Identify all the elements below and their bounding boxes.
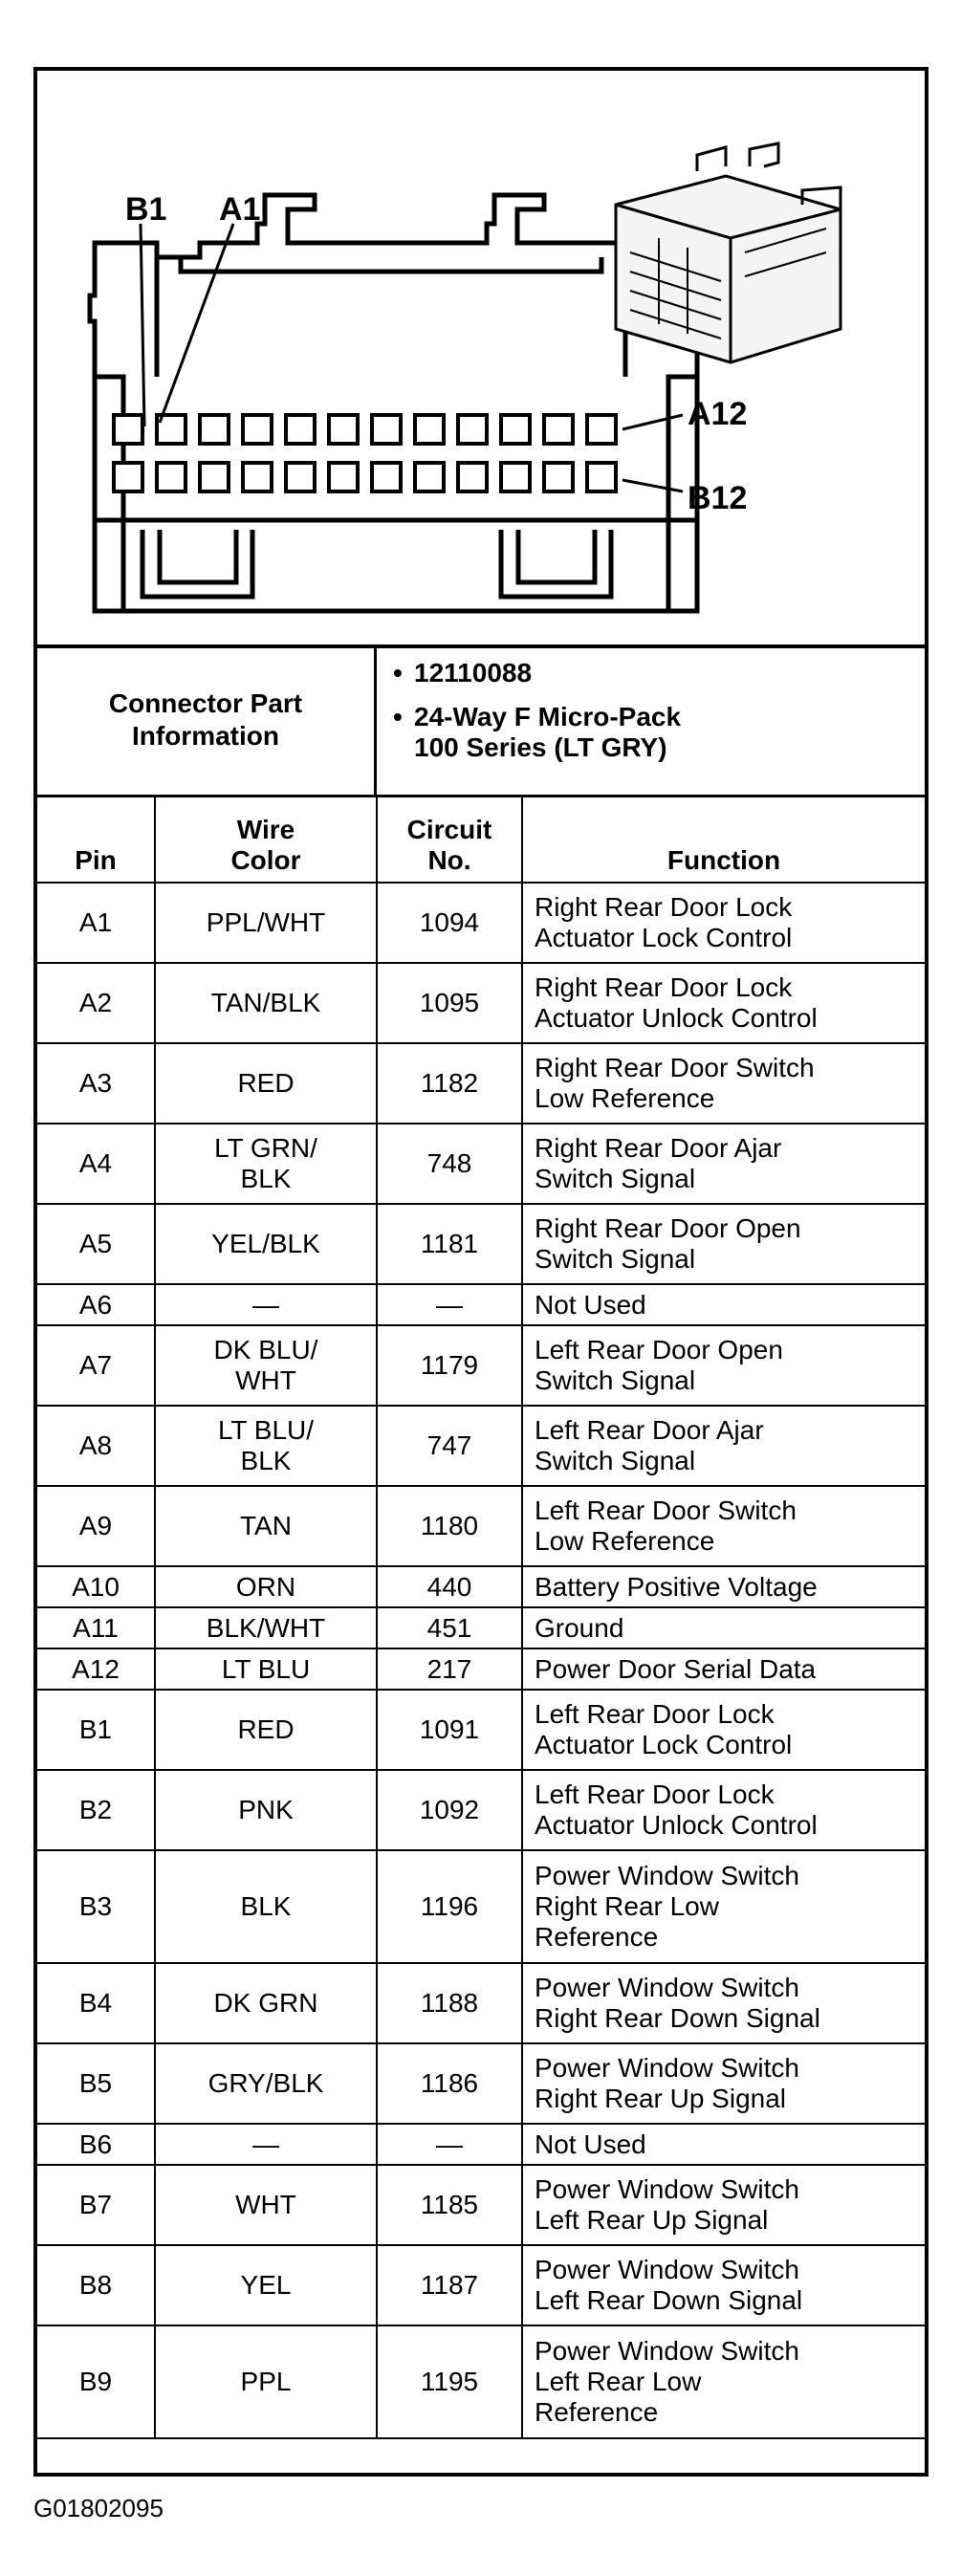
function-cell: Power Door Serial Data (522, 1648, 925, 1690)
circuit-cell: 1095 (377, 963, 522, 1043)
table-row (37, 1566, 925, 1607)
wire-color-cell: LT GRN/ BLK (155, 1124, 377, 1204)
connector-description-line2: 100 Series (LT GRY) (414, 732, 667, 762)
pin-cell: A4 (37, 1124, 155, 1204)
pin-cavity (544, 463, 573, 491)
function-cell: Power Window Switch Left Rear Up Signal (522, 2165, 925, 2245)
table-row (37, 2325, 925, 2438)
pin-label-a1: A1 (219, 191, 261, 228)
circuit-cell: 1091 (377, 1690, 522, 1770)
wire-color-cell: BLK (155, 1850, 377, 1963)
pin-cavity (157, 463, 186, 491)
connector-info-values (393, 658, 909, 776)
pin-cell: B3 (37, 1850, 155, 1963)
wire-color-cell: ORN (155, 1566, 377, 1607)
pin-cell: B7 (37, 2165, 155, 2245)
pin-cell: A11 (37, 1607, 155, 1648)
circuit-cell: — (377, 2124, 522, 2165)
wire-color-cell: PPL (155, 2325, 377, 2438)
table-row (37, 2124, 925, 2165)
function-cell: Power Window Switch Right Rear Down Signal (522, 1963, 925, 2043)
pin-cavity (458, 463, 487, 491)
pin-cavity (587, 463, 616, 491)
circuit-cell: 1092 (377, 1770, 522, 1850)
pin-cell: B5 (37, 2043, 155, 2124)
function-cell: Left Rear Door Open Switch Signal (522, 1325, 925, 1406)
table-row (37, 1043, 925, 1124)
function-cell: Right Rear Door Lock Actuator Unlock Control (522, 963, 925, 1043)
circuit-cell: 1180 (377, 1486, 522, 1566)
pin-cell: B1 (37, 1690, 155, 1770)
function-cell: Right Rear Door Ajar Switch Signal (522, 1124, 925, 1204)
wire-color-cell: PNK (155, 1770, 377, 1850)
table-row (37, 1284, 925, 1325)
circuit-cell: 1188 (377, 1963, 522, 2043)
wire-color-cell: DK BLU/ WHT (155, 1325, 377, 1406)
table-row (37, 1204, 925, 1284)
pinout-table-header (37, 795, 925, 883)
circuit-cell: 748 (377, 1124, 522, 1204)
table-row (37, 1963, 925, 2043)
pin-cell: B8 (37, 2245, 155, 2325)
pin-cavity (415, 415, 444, 444)
table-row (37, 2165, 925, 2245)
pin-cavity (372, 415, 401, 444)
table-row (37, 2245, 925, 2325)
table-row (37, 1325, 925, 1406)
table-row (37, 1770, 925, 1850)
circuit-cell: 747 (377, 1406, 522, 1486)
wire-color-cell: LT BLU/ BLK (155, 1406, 377, 1486)
pin-cavity (243, 463, 272, 491)
circuit-cell: 217 (377, 1648, 522, 1690)
wire-color-cell: GRY/BLK (155, 2043, 377, 2124)
function-cell: Power Window Switch Left Rear Low Reference (522, 2325, 925, 2438)
connector-info-label-line1: Connector Part (108, 688, 303, 718)
pin-cavity (200, 415, 229, 444)
function-cell: Right Rear Door Switch Low Reference (522, 1043, 925, 1124)
function-cell: Left Rear Door Lock Actuator Unlock Control (522, 1770, 925, 1850)
function-cell: Right Rear Door Lock Actuator Lock Control (522, 883, 925, 963)
wire-color-cell: DK GRN (155, 1963, 377, 2043)
circuit-cell: 451 (377, 1607, 522, 1648)
circuit-cell: 1196 (377, 1850, 522, 1963)
table-row (37, 1406, 925, 1486)
table-row (37, 1124, 925, 1204)
wire-color-cell: TAN (155, 1486, 377, 1566)
pin-cell: A2 (37, 963, 155, 1043)
wire-color-cell: RED (155, 1690, 377, 1770)
wire-color-cell: YEL/BLK (155, 1204, 377, 1284)
pin-cavity (200, 463, 229, 491)
function-cell: Ground (522, 1607, 925, 1648)
pin-cavity (329, 415, 358, 444)
circuit-cell: 1181 (377, 1204, 522, 1284)
connector-info-label (37, 644, 377, 795)
pin-cavity (329, 463, 358, 491)
connector-part-info (37, 644, 925, 797)
function-cell: Power Window Switch Left Rear Down Signal (522, 2245, 925, 2325)
pin-cavity (501, 415, 530, 444)
table-row (37, 883, 925, 963)
pin-cell: A8 (37, 1406, 155, 1486)
header-wire-color: Wire Color (155, 795, 377, 883)
circuit-cell: 1179 (377, 1325, 522, 1406)
part-number: 12110088 (414, 658, 533, 688)
table-row (37, 2043, 925, 2124)
function-cell: Not Used (522, 2124, 925, 2165)
wire-color-cell: YEL (155, 2245, 377, 2325)
wire-color-cell: WHT (155, 2165, 377, 2245)
pin-cavity (587, 415, 616, 444)
function-cell: Left Rear Door Ajar Switch Signal (522, 1406, 925, 1486)
pin-cavity (544, 415, 573, 444)
function-cell: Power Window Switch Right Rear Up Signal (522, 2043, 925, 2124)
circuit-cell: 1185 (377, 2165, 522, 2245)
connector-diagram-panel (37, 71, 925, 648)
connector-isometric-icon (616, 143, 841, 362)
connector-info-label-line2: Information (132, 720, 279, 751)
circuit-cell: 1187 (377, 2245, 522, 2325)
function-cell: Left Rear Door Lock Actuator Lock Control (522, 1690, 925, 1770)
circuit-cell: — (377, 1284, 522, 1325)
table-row (37, 1607, 925, 1648)
pin-cavity (458, 415, 487, 444)
pin-label-b1: B1 (125, 191, 167, 228)
function-cell: Battery Positive Voltage (522, 1566, 925, 1607)
table-row (37, 1850, 925, 1963)
pin-cell: A6 (37, 1284, 155, 1325)
function-cell: Left Rear Door Switch Low Reference (522, 1486, 925, 1566)
connector-description-line1: 24-Way F Micro-Pack (414, 702, 682, 731)
pin-cavity (501, 463, 530, 491)
wire-color-cell: — (155, 1284, 377, 1325)
wire-color-cell: TAN/BLK (155, 963, 377, 1043)
circuit-cell: 440 (377, 1566, 522, 1607)
pin-cell: B4 (37, 1963, 155, 2043)
wire-color-cell: PPL/WHT (155, 883, 377, 963)
wire-color-cell: RED (155, 1043, 377, 1124)
figure-id: G01802095 (33, 2494, 164, 2522)
table-row (37, 963, 925, 1043)
circuit-cell: 1094 (377, 883, 522, 963)
function-cell: Right Rear Door Open Switch Signal (522, 1204, 925, 1284)
pin-cell: B6 (37, 2124, 155, 2165)
pin-cavity (114, 415, 142, 444)
wire-color-cell: — (155, 2124, 377, 2165)
table-row (37, 1690, 925, 1770)
pin-cell: B2 (37, 1770, 155, 1850)
circuit-cell: 1182 (377, 1043, 522, 1124)
pin-cell: A9 (37, 1486, 155, 1566)
pinout-table (37, 795, 925, 2439)
pin-cell: A5 (37, 1204, 155, 1284)
pin-cavity (415, 463, 444, 491)
circuit-cell: 1195 (377, 2325, 522, 2438)
header-function: Function (522, 795, 925, 883)
header-pin: Pin (37, 795, 155, 883)
connector-sheet (33, 67, 928, 2477)
pin-label-a12: A12 (688, 396, 748, 432)
bullet-icon: • (393, 658, 403, 688)
pin-cavity (286, 463, 315, 491)
connector-face-diagram (37, 71, 925, 644)
function-cell: Not Used (522, 1284, 925, 1325)
pin-label-b12: B12 (688, 480, 748, 516)
pin-cell: A3 (37, 1043, 155, 1124)
table-row (37, 1648, 925, 1690)
table-row (37, 1486, 925, 1566)
bullet-icon: • (393, 702, 403, 731)
pin-cavity (114, 463, 142, 491)
header-circuit-no: Circuit No. (377, 795, 522, 883)
pin-cell: B9 (37, 2325, 155, 2438)
pin-cell: A10 (37, 1566, 155, 1607)
pin-cell: A12 (37, 1648, 155, 1690)
wire-color-cell: BLK/WHT (155, 1607, 377, 1648)
function-cell: Power Window Switch Right Rear Low Reference (522, 1850, 925, 1963)
pin-cavity (372, 463, 401, 491)
pin-cavity (286, 415, 315, 444)
wire-color-cell: LT BLU (155, 1648, 377, 1690)
pin-cell: A1 (37, 883, 155, 963)
pin-cavity (243, 415, 272, 444)
circuit-cell: 1186 (377, 2043, 522, 2124)
pin-cell: A7 (37, 1325, 155, 1406)
